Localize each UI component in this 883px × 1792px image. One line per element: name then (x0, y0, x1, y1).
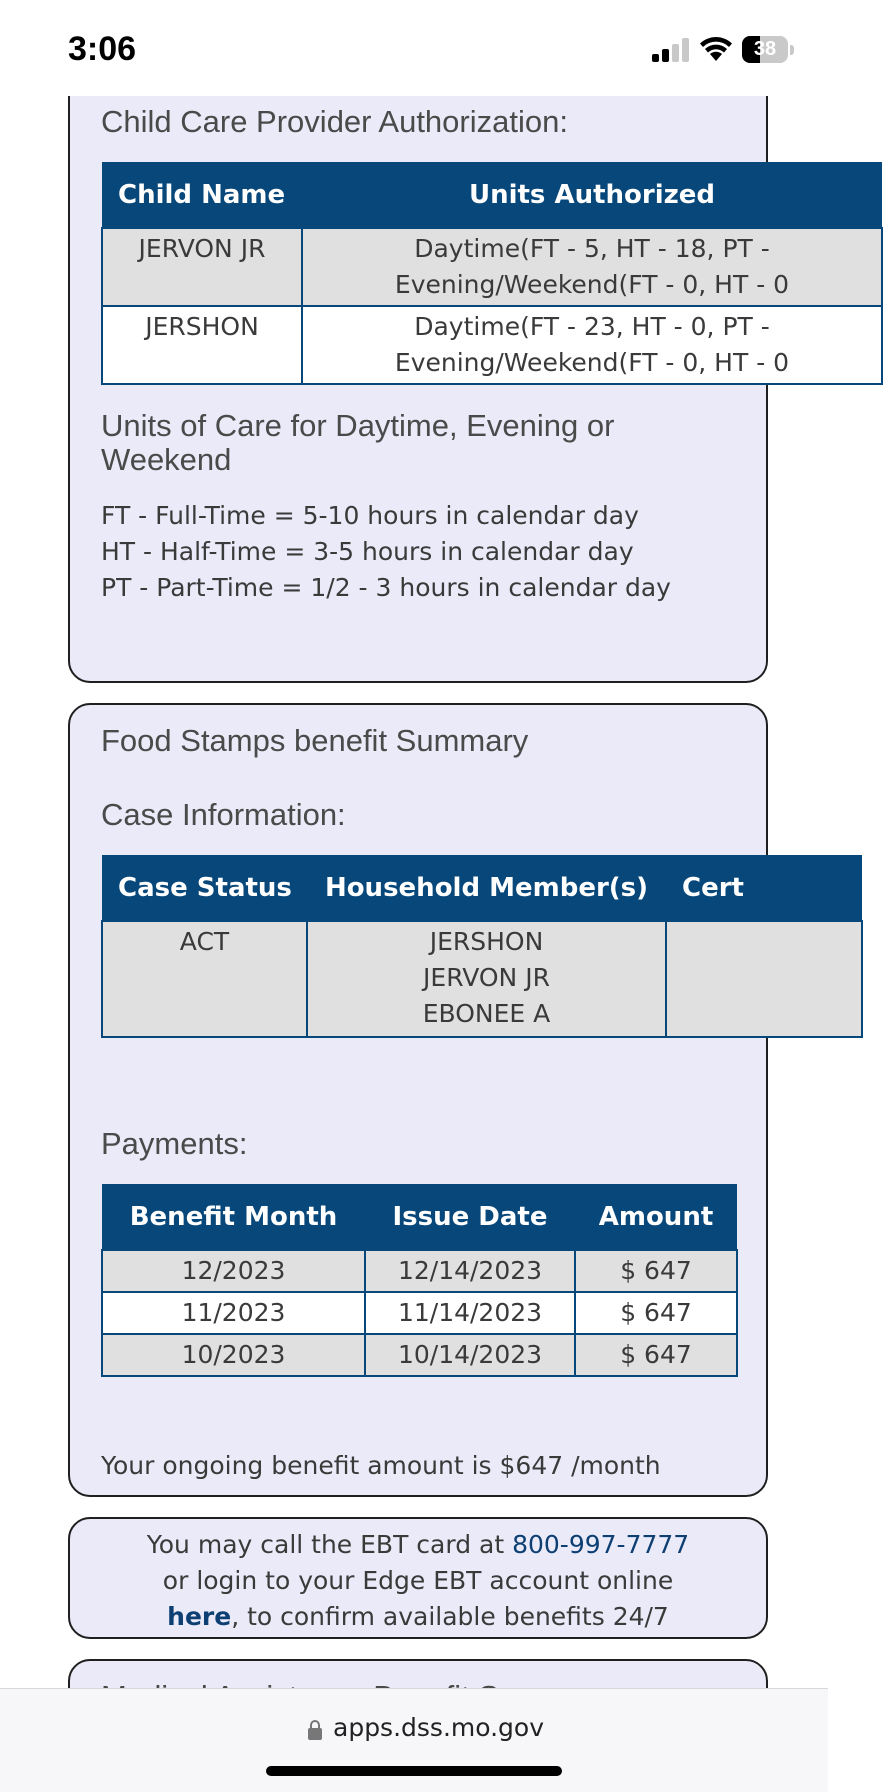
member: EBONEE A (422, 999, 551, 1028)
definition-ht: HT - Half-Time = 3-5 hours in calendar day (101, 537, 634, 566)
battery-level: 38 (753, 38, 777, 60)
col-household-members: Household Member(s) (307, 855, 666, 921)
edge-ebt-login-link[interactable]: here (167, 1602, 232, 1631)
ebt-phone-link[interactable]: 800-997-7777 (512, 1530, 690, 1559)
food-stamps-panel (68, 703, 768, 1497)
col-cert: Cert (666, 855, 862, 921)
childcare-table (101, 162, 883, 385)
definition-pt: PT - Part-Time = 1/2 - 3 hours in calendar day (101, 573, 671, 602)
cert-cell (666, 921, 862, 1037)
payments-table (101, 1184, 738, 1377)
table-row: 11/2023 11/14/2023 $ 647 (102, 1292, 737, 1334)
childcare-panel (68, 60, 790, 683)
ebt-panel (68, 1517, 768, 1639)
case-table (101, 855, 863, 1038)
units-definitions (101, 498, 671, 606)
table-row: 12/2023 12/14/2023 $ 647 (102, 1250, 737, 1292)
units-cell: Daytime(FT - 23, HT - 0, PT - Evening/Weekend(FT - 0, HT - 0 (302, 306, 882, 384)
payments-heading: Payments: (101, 1126, 248, 1161)
child-name: JERVON JR (102, 228, 302, 306)
household-members (307, 921, 666, 1037)
food-stamps-title: Food Stamps benefit Summary (101, 723, 529, 758)
childcare-heading: Child Care Provider Authorization: (101, 104, 568, 139)
col-benefit-month: Benefit Month (102, 1184, 365, 1250)
lock-icon (308, 1720, 322, 1740)
case-table-scroll[interactable] (101, 855, 744, 1045)
table-row (102, 921, 862, 1037)
table-row (102, 228, 882, 306)
table-row: 10/2023 10/14/2023 $ 647 (102, 1334, 737, 1376)
url-text[interactable]: apps.dss.mo.gov (333, 1713, 545, 1742)
units-cell: Daytime(FT - 5, HT - 18, PT - Evening/Weekend(FT - 0, HT - 0 (302, 228, 882, 306)
browser-url-bar[interactable] (0, 1688, 828, 1792)
status-time: 3:06 (68, 30, 137, 68)
member: JERVON JR (423, 963, 550, 992)
col-issue-date: Issue Date (365, 1184, 575, 1250)
childcare-table-scroll[interactable] (101, 162, 790, 393)
wifi-icon (698, 34, 734, 62)
case-status: ACT (102, 921, 307, 1037)
cellular-signal-icon (652, 38, 690, 62)
definition-ft: FT - Full-Time = 5-10 hours in calendar day (101, 501, 639, 530)
col-units-authorized: Units Authorized (302, 162, 882, 228)
battery-icon (742, 36, 788, 63)
col-case-status: Case Status (102, 855, 307, 921)
col-amount: Amount (575, 1184, 737, 1250)
col-child-name: Child Name (102, 162, 302, 228)
member: JERSHON (429, 927, 544, 956)
home-indicator[interactable] (266, 1766, 562, 1776)
child-name: JERSHON (102, 306, 302, 384)
status-bar (0, 0, 828, 96)
case-information-heading: Case Information: (101, 797, 346, 832)
ebt-info: You may call the EBT card at 800-997-7777 or login to your Edge EBT account online here, to confirm available benefits 24/7 (146, 1530, 690, 1631)
units-of-care-heading: Units of Care for Daytime, Evening or Weekend (101, 408, 615, 477)
table-row (102, 306, 882, 384)
ongoing-benefit-text: Your ongoing benefit amount is $647 /month (101, 1451, 661, 1480)
